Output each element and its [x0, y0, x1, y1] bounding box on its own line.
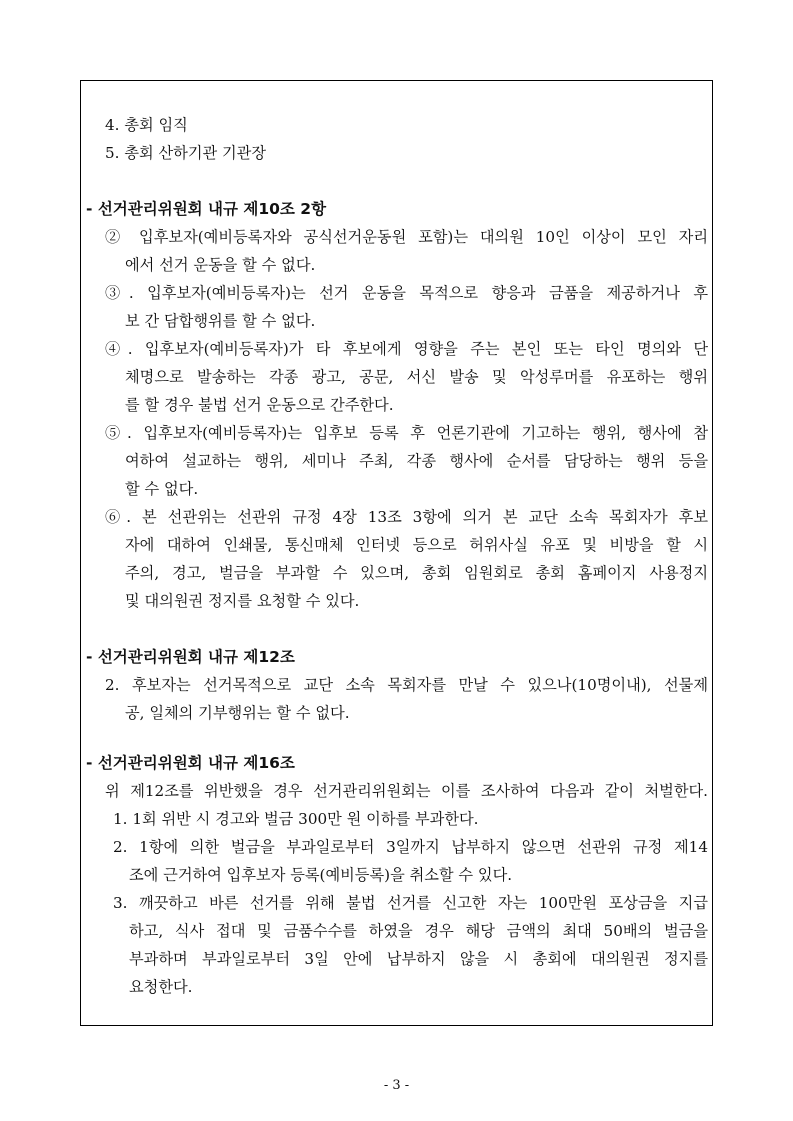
clause-line: 할 수 없다.: [125, 480, 199, 498]
clause-line: ② 입후보자(예비등록자와 공식선거운동원 포함)는 대의원 10인 이상이 모인 자리: [105, 228, 708, 246]
clause-line: 자에 대하여 인쇄물, 통신매체 인터넷 등으로 허위사실 유포 및 비방을 할 시: [125, 536, 708, 554]
clause-line: 2. 후보자는 선거목적으로 교단 소속 목회자를 만날 수 있으나(10명이내), 선물제: [105, 676, 708, 694]
clause-line: 하고, 식사 접대 및 금품수수를 하였을 경우 해당 금액의 최대 50배의 벌금을: [129, 922, 708, 940]
clause-line: ⑥. 본 선관위는 선관위 규정 4장 13조 3항에 의거 본 교단 소속 목회자가 후보: [105, 508, 708, 526]
clause-line: 보 간 담합행위를 할 수 없다.: [125, 312, 316, 330]
list-item: 4. 총회 임직: [105, 116, 188, 134]
clause-line: 여하여 설교하는 행위, 세미나 주최, 각종 행사에 순서를 담당하는 행위 등을: [125, 452, 708, 470]
section-heading-10: - 선거관리위원회 내규 제10조 2항: [86, 200, 327, 218]
clause-line: 조에 근거하여 입후보자 등록(예비등록)을 취소할 수 있다.: [129, 866, 513, 884]
section-heading-12: - 선거관리위원회 내규 제12조: [86, 648, 295, 666]
page-number: - 3 -: [383, 1078, 410, 1093]
clause-line: 3. 깨끗하고 바른 선거를 위해 불법 선거를 신고한 자는 100만원 포상금을 지급: [113, 894, 708, 912]
clause-line: 위 제12조를 위반했을 경우 선거관리위원회는 이를 조사하여 다음과 같이 처벌한다.: [105, 782, 708, 800]
clause-line: 및 대의원권 정지를 요청할 수 있다.: [125, 592, 360, 610]
clause-line: 1. 1회 위반 시 경고와 벌금 300만 원 이하를 부과한다.: [113, 810, 479, 828]
document-frame: [80, 80, 713, 1026]
clause-line: 공, 일체의 기부행위는 할 수 없다.: [125, 704, 350, 722]
clause-line: ④. 입후보자(예비등록자)가 타 후보에게 영향을 주는 본인 또는 타인 명의와 단: [105, 340, 708, 358]
clause-line: 2. 1항에 의한 벌금을 부과일로부터 3일까지 납부하지 않으면 선관위 규정 제14: [113, 838, 708, 856]
clause-line: 부과하며 부과일로부터 3일 안에 납부하지 않을 시 총회에 대의원권 정지를: [129, 950, 708, 968]
clause-line: 체명으로 발송하는 각종 광고, 공문, 서신 발송 및 악성루머를 유포하는 행위: [125, 368, 708, 386]
clause-line: 요청한다.: [129, 978, 193, 996]
clause-line: 주의, 경고, 벌금을 부과할 수 있으며, 총회 임원회로 총회 홈페이지 사용정지: [125, 564, 708, 582]
clause-line: ③. 입후보자(예비등록자)는 선거 운동을 목적으로 향응과 금품을 제공하거나 후: [105, 284, 708, 302]
section-heading-16: - 선거관리위원회 내규 제16조: [86, 754, 295, 772]
clause-line: ⑤. 입후보자(예비등록자)는 입후보 등록 후 언론기관에 기고하는 행위, 행사에 참: [105, 424, 708, 442]
list-item: 5. 총회 산하기관 기관장: [105, 144, 267, 162]
clause-line: 에서 선거 운동을 할 수 없다.: [125, 256, 316, 274]
clause-line: 를 할 경우 불법 선거 운동으로 간주한다.: [125, 396, 394, 414]
